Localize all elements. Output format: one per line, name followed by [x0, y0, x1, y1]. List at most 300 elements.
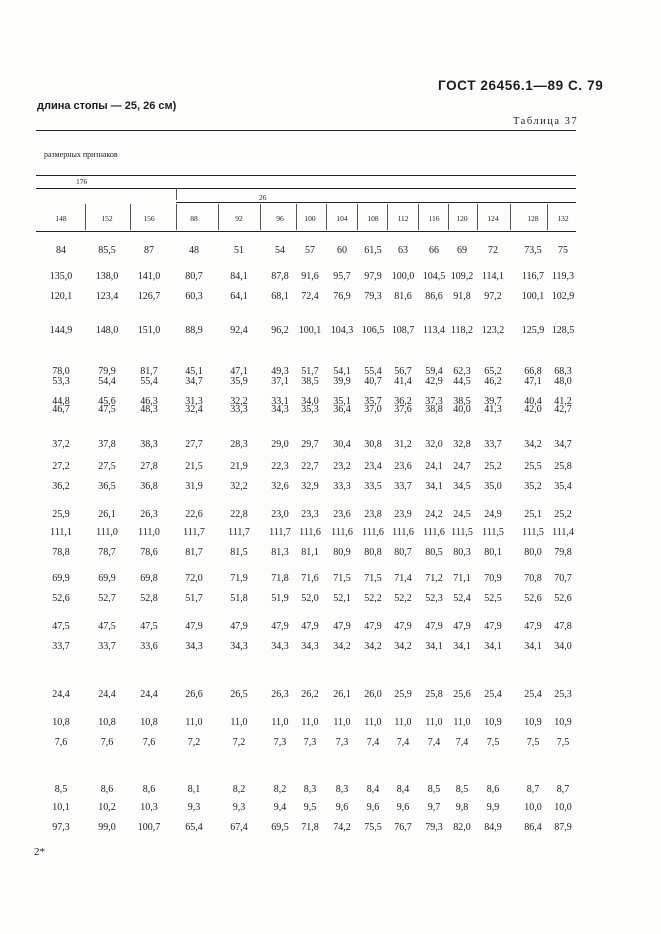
table-cell: 38,8 [425, 404, 443, 415]
column-header: 100 [304, 214, 316, 223]
table-cell: 57 [305, 245, 315, 256]
table-cell: 114,1 [481, 271, 505, 282]
table-cell: 84 [56, 245, 66, 256]
table-cell: 7,4 [427, 737, 441, 748]
table-cell: 26,3 [140, 509, 158, 520]
table-cell: 33,3 [230, 404, 248, 415]
table-cell: 25,6 [453, 689, 471, 700]
table-cell: 99,0 [98, 822, 116, 833]
table-cell: 10,2 [98, 802, 116, 813]
table-cell: 8,3 [303, 784, 317, 795]
table-cell: 72,0 [185, 573, 203, 584]
column-header: 148 [55, 214, 67, 223]
table-cell: 24,4 [52, 689, 70, 700]
table-cell: 32,2 [230, 396, 248, 407]
table-cell: 87,8 [271, 271, 289, 282]
table-cell: 128,5 [551, 325, 575, 336]
table-cell: 10,3 [140, 802, 158, 813]
column-separator [547, 204, 548, 230]
table-cell: 144,9 [49, 325, 73, 336]
table-cell: 111,6 [331, 527, 353, 538]
table-cell: 8,4 [396, 784, 410, 795]
table-cell: 47,1 [230, 366, 248, 377]
column-header: 128 [527, 214, 539, 223]
table-cell: 34,0 [301, 396, 319, 407]
table-cell: 33,7 [484, 439, 502, 450]
table-cell: 34,3 [271, 404, 289, 415]
table-cell: 126,7 [137, 291, 161, 302]
table-cell: 47,9 [364, 621, 382, 632]
table-cell: 47,8 [554, 621, 572, 632]
table-cell: 7,4 [455, 737, 469, 748]
column-separator [176, 204, 177, 230]
table-cell: 104,3 [330, 325, 354, 336]
table-cell: 9,6 [335, 802, 349, 813]
table-cell: 10,1 [52, 802, 70, 813]
table-cell: 34,1 [453, 641, 471, 652]
table-cell: 27,5 [98, 461, 116, 472]
table-cell: 10,8 [52, 717, 70, 728]
table-cell: 86,4 [524, 822, 542, 833]
table-cell: 10,9 [554, 717, 572, 728]
table-cell: 71,6 [301, 573, 319, 584]
table-cell: 81,6 [394, 291, 412, 302]
table-cell: 52,4 [453, 593, 471, 604]
table-cell: 109,2 [450, 271, 474, 282]
table-cell: 8,6 [100, 784, 114, 795]
table-cell: 54,1 [333, 366, 351, 377]
table-cell: 10,9 [484, 717, 502, 728]
table-cell: 37,0 [364, 404, 382, 415]
table-cell: 111,1 [50, 527, 72, 538]
table-cell: 51,7 [301, 366, 319, 377]
table-cell: 29,7 [301, 439, 319, 450]
table-cell: 45,6 [98, 396, 116, 407]
column-separator [448, 204, 449, 230]
table-cell: 42,9 [425, 376, 443, 387]
table-cell: 33,6 [140, 641, 158, 652]
table-cell: 30,8 [364, 439, 382, 450]
table-cell: 68,3 [554, 366, 572, 377]
table-cell: 26,1 [98, 509, 116, 520]
table-cell: 7,2 [232, 737, 246, 748]
column-header: 92 [235, 214, 243, 223]
table-cell: 102,9 [551, 291, 575, 302]
header-rule-2 [36, 188, 576, 189]
table-cell: 7,3 [303, 737, 317, 748]
table-cell: 52,0 [301, 593, 319, 604]
table-cell: 66,8 [524, 366, 542, 377]
table-cell: 34,7 [554, 439, 572, 450]
table-cell: 23,6 [333, 509, 351, 520]
table-cell: 65,4 [185, 822, 203, 833]
table-cell: 72,4 [301, 291, 319, 302]
table-cell: 33,7 [52, 641, 70, 652]
table-cell: 46,2 [484, 376, 502, 387]
table-cell: 25,9 [394, 689, 412, 700]
table-cell: 34,2 [524, 439, 542, 450]
table-cell: 81,7 [185, 547, 203, 558]
table-cell: 34,1 [425, 481, 443, 492]
table-cell: 9,6 [366, 802, 380, 813]
table-cell: 35,2 [524, 481, 542, 492]
table-cell: 37,1 [271, 376, 289, 387]
table-cell: 8,1 [187, 784, 201, 795]
table-cell: 125,9 [521, 325, 545, 336]
table-cell: 118,2 [450, 325, 474, 336]
page-header-standard: ГОСТ 26456.1—89 С. 79 [438, 78, 604, 93]
table-cell: 51,7 [185, 593, 203, 604]
table-cell: 44,8 [52, 396, 70, 407]
column-header: 124 [487, 214, 499, 223]
table-cell: 46,3 [140, 396, 158, 407]
table-cell: 30,4 [333, 439, 351, 450]
table-cell: 35,9 [230, 376, 248, 387]
table-cell: 71,5 [333, 573, 351, 584]
table-cell: 9,4 [273, 802, 287, 813]
table-cell: 33,1 [271, 396, 289, 407]
table-cell: 11,0 [301, 717, 319, 728]
column-separator [85, 204, 86, 230]
table-cell: 71,8 [301, 822, 319, 833]
table-cell: 52,5 [484, 593, 502, 604]
table-cell: 34,3 [271, 641, 289, 652]
table-cell: 9,9 [486, 802, 500, 813]
table-cell: 47,9 [394, 621, 412, 632]
table-cell: 38,3 [140, 439, 158, 450]
table-cell: 25,3 [554, 689, 572, 700]
column-header: 120 [456, 214, 468, 223]
table-cell: 22,8 [230, 509, 248, 520]
table-cell: 22,3 [271, 461, 289, 472]
table-cell: 9,6 [396, 802, 410, 813]
table-cell: 56,7 [394, 366, 412, 377]
table-cell: 108,7 [391, 325, 415, 336]
table-cell: 26,1 [333, 689, 351, 700]
table-cell: 47,9 [185, 621, 203, 632]
table-cell: 27,7 [185, 439, 203, 450]
table-cell: 48,0 [554, 376, 572, 387]
table-cell: 64,1 [230, 291, 248, 302]
group-label-height: 176 [76, 177, 88, 186]
table-cell: 23,2 [333, 461, 351, 472]
table-cell: 123,2 [481, 325, 505, 336]
table-cell: 111,5 [451, 527, 473, 538]
table-cell: 52,2 [364, 593, 382, 604]
column-header: 112 [397, 214, 409, 223]
table-cell: 7,6 [100, 737, 114, 748]
table-cell: 111,7 [228, 527, 250, 538]
table-cell: 111,5 [522, 527, 544, 538]
table-cell: 11,0 [230, 717, 248, 728]
table-cell: 34,1 [484, 641, 502, 652]
table-cell: 71,8 [271, 573, 289, 584]
table-cell: 24,4 [98, 689, 116, 700]
table-cell: 21,9 [230, 461, 248, 472]
table-cell: 40,7 [364, 376, 382, 387]
table-cell: 25,4 [484, 689, 502, 700]
table-cell: 48,3 [140, 404, 158, 415]
table-cell: 51,8 [230, 593, 248, 604]
table-cell: 92,4 [230, 325, 248, 336]
table-cell: 8,3 [335, 784, 349, 795]
table-cell: 47,9 [271, 621, 289, 632]
table-cell: 52,8 [140, 593, 158, 604]
table-cell: 70,8 [524, 573, 542, 584]
table-cell: 36,5 [98, 481, 116, 492]
table-cell: 97,9 [364, 271, 382, 282]
table-cell: 47,9 [484, 621, 502, 632]
table-cell: 34,1 [524, 641, 542, 652]
table-cell: 34,2 [364, 641, 382, 652]
table-cell: 47,9 [524, 621, 542, 632]
table-cell: 35,3 [301, 404, 319, 415]
table-cell: 141,0 [137, 271, 161, 282]
table-cell: 25,1 [524, 509, 542, 520]
column-separator [477, 204, 478, 230]
table-cell: 71,4 [394, 573, 412, 584]
table-cell: 88,9 [185, 325, 203, 336]
column-separator [387, 204, 388, 230]
table-cell: 87 [144, 245, 154, 256]
table-cell: 113,4 [422, 325, 446, 336]
table-cell: 111,6 [362, 527, 384, 538]
table-cell: 55,4 [364, 366, 382, 377]
table-cell: 11,0 [453, 717, 471, 728]
table-cell: 49,3 [271, 366, 289, 377]
table-cell: 66 [429, 245, 439, 256]
table-cell: 81,1 [301, 547, 319, 558]
table-cell: 24,9 [484, 509, 502, 520]
top-rule [36, 130, 576, 131]
table-cell: 47,9 [425, 621, 443, 632]
table-cell: 123,4 [95, 291, 119, 302]
table-cell: 11,0 [333, 717, 351, 728]
table-cell: 111,6 [299, 527, 321, 538]
table-cell: 22,6 [185, 509, 203, 520]
table-cell: 54,4 [98, 376, 116, 387]
table-cell: 78,0 [52, 366, 70, 377]
table-cell: 8,4 [366, 784, 380, 795]
table-cell: 24,5 [453, 509, 471, 520]
table-cell: 24,7 [453, 461, 471, 472]
table-cell: 40,0 [453, 404, 471, 415]
table-cell: 80,9 [333, 547, 351, 558]
table-cell: 111,0 [96, 527, 118, 538]
table-cell: 8,7 [526, 784, 540, 795]
table-cell: 75 [558, 245, 568, 256]
column-header: 132 [557, 214, 569, 223]
table-cell: 34,3 [185, 641, 203, 652]
table-cell: 37,3 [425, 396, 443, 407]
table-cell: 31,3 [185, 396, 203, 407]
table-cell: 97,3 [52, 822, 70, 833]
table-cell: 78,7 [98, 547, 116, 558]
table-cell: 32,9 [301, 481, 319, 492]
table-cell: 116,7 [521, 271, 545, 282]
table-cell: 23,3 [301, 509, 319, 520]
table-cell: 11,0 [185, 717, 203, 728]
table-cell: 73,5 [524, 245, 542, 256]
table-cell: 111,5 [482, 527, 504, 538]
table-cell: 35,0 [484, 481, 502, 492]
table-cell: 23,0 [271, 509, 289, 520]
table-cell: 72 [488, 245, 498, 256]
table-cell: 52,2 [394, 593, 412, 604]
table-cell: 96,2 [271, 325, 289, 336]
table-cell: 21,5 [185, 461, 203, 472]
table-cell: 80,0 [524, 547, 542, 558]
table-cell: 39,7 [484, 396, 502, 407]
table-number: Таблица 37 [513, 116, 579, 127]
column-header: 104 [336, 214, 348, 223]
table-cell: 8,5 [455, 784, 469, 795]
table-cell: 78,6 [140, 547, 158, 558]
table-cell: 46,7 [52, 404, 70, 415]
table-cell: 100,1 [521, 291, 545, 302]
table-cell: 85,5 [98, 245, 116, 256]
table-cell: 81,5 [230, 547, 248, 558]
table-cell: 97,2 [484, 291, 502, 302]
table-cell: 32,6 [271, 481, 289, 492]
group-divider [176, 188, 177, 200]
table-cell: 7,3 [273, 737, 287, 748]
table-cell: 34,0 [554, 641, 572, 652]
table-cell: 79,8 [554, 547, 572, 558]
table-cell: 33,5 [364, 481, 382, 492]
table-cell: 71,5 [364, 573, 382, 584]
table-cell: 34,1 [425, 641, 443, 652]
table-cell: 52,3 [425, 593, 443, 604]
table-cell: 70,9 [484, 573, 502, 584]
table-cell: 52,6 [524, 593, 542, 604]
table-cell: 81,7 [140, 366, 158, 377]
table-cell: 33,7 [98, 641, 116, 652]
table-cell: 32,8 [453, 439, 471, 450]
table-cell: 47,9 [301, 621, 319, 632]
column-separator [130, 204, 131, 230]
table-cell: 47,9 [453, 621, 471, 632]
table-cell: 52,6 [554, 593, 572, 604]
table-cell: 7,6 [142, 737, 156, 748]
table-cell: 23,6 [394, 461, 412, 472]
table-cell: 23,8 [364, 509, 382, 520]
header-rule-3 [176, 202, 576, 203]
table-cell: 34,2 [394, 641, 412, 652]
table-cell: 8,7 [556, 784, 570, 795]
table-cell: 151,0 [137, 325, 161, 336]
table-cell: 32,2 [230, 481, 248, 492]
table-cell: 80,3 [453, 547, 471, 558]
column-header: 108 [367, 214, 379, 223]
table-cell: 91,8 [453, 291, 471, 302]
table-cell: 111,0 [138, 527, 160, 538]
table-cell: 44,5 [453, 376, 471, 387]
table-cell: 111,7 [269, 527, 291, 538]
table-cell: 87,9 [554, 822, 572, 833]
table-cell: 119,3 [551, 271, 575, 282]
table-cell: 26,2 [301, 689, 319, 700]
table-cell: 10,8 [98, 717, 116, 728]
table-cell: 36,4 [333, 404, 351, 415]
table-cell: 7,5 [556, 737, 570, 748]
table-cell: 9,3 [187, 802, 201, 813]
table-cell: 9,8 [455, 802, 469, 813]
table-cell: 24,2 [425, 509, 443, 520]
table-continuation-caption: длина стопы — 25, 26 см) [37, 100, 177, 112]
header-rule-bottom [36, 231, 576, 232]
table-cell: 104,5 [422, 271, 446, 282]
table-cell: 8,2 [232, 784, 246, 795]
table-cell: 48 [189, 245, 199, 256]
table-cell: 80,5 [425, 547, 443, 558]
table-cell: 11,0 [271, 717, 289, 728]
table-cell: 71,2 [425, 573, 443, 584]
table-cell: 25,2 [554, 509, 572, 520]
table-cell: 45,1 [185, 366, 203, 377]
table-cell: 52,7 [98, 593, 116, 604]
table-cell: 69,9 [52, 573, 70, 584]
table-cell: 69 [457, 245, 467, 256]
table-cell: 8,5 [54, 784, 68, 795]
table-cell: 63 [398, 245, 408, 256]
table-subheading: размерных признаков [44, 150, 118, 159]
table-cell: 69,8 [140, 573, 158, 584]
table-cell: 9,3 [232, 802, 246, 813]
table-cell: 148,0 [95, 325, 119, 336]
table-cell: 26,6 [185, 689, 203, 700]
table-cell: 25,2 [484, 461, 502, 472]
table-cell: 7,4 [366, 737, 380, 748]
table-cell: 34,2 [333, 641, 351, 652]
table-cell: 76,9 [333, 291, 351, 302]
table-cell: 29,0 [271, 439, 289, 450]
table-cell: 47,9 [230, 621, 248, 632]
table-cell: 9,5 [303, 802, 317, 813]
table-cell: 47,9 [333, 621, 351, 632]
table-cell: 10,0 [524, 802, 542, 813]
table-cell: 25,9 [52, 509, 70, 520]
table-cell: 25,8 [554, 461, 572, 472]
table-cell: 37,6 [394, 404, 412, 415]
table-cell: 10,8 [140, 717, 158, 728]
table-cell: 10,9 [524, 717, 542, 728]
table-cell: 7,6 [54, 737, 68, 748]
table-cell: 106,5 [361, 325, 385, 336]
table-cell: 22,7 [301, 461, 319, 472]
table-cell: 100,0 [391, 271, 415, 282]
table-cell: 36,2 [52, 481, 70, 492]
table-cell: 7,3 [335, 737, 349, 748]
table-cell: 82,0 [453, 822, 471, 833]
column-header: 152 [101, 214, 113, 223]
table-cell: 79,3 [364, 291, 382, 302]
table-cell: 61,5 [364, 245, 382, 256]
table-cell: 33,7 [394, 481, 412, 492]
table-cell: 80,7 [394, 547, 412, 558]
table-cell: 25,8 [425, 689, 443, 700]
column-separator [510, 204, 511, 230]
table-cell: 80,7 [185, 271, 203, 282]
table-cell: 35,4 [554, 481, 572, 492]
table-cell: 79,3 [425, 822, 443, 833]
table-cell: 34,3 [301, 641, 319, 652]
table-cell: 81,3 [271, 547, 289, 558]
table-cell: 51 [234, 245, 244, 256]
table-cell: 24,4 [140, 689, 158, 700]
table-cell: 11,0 [425, 717, 443, 728]
table-cell: 100,1 [298, 325, 322, 336]
